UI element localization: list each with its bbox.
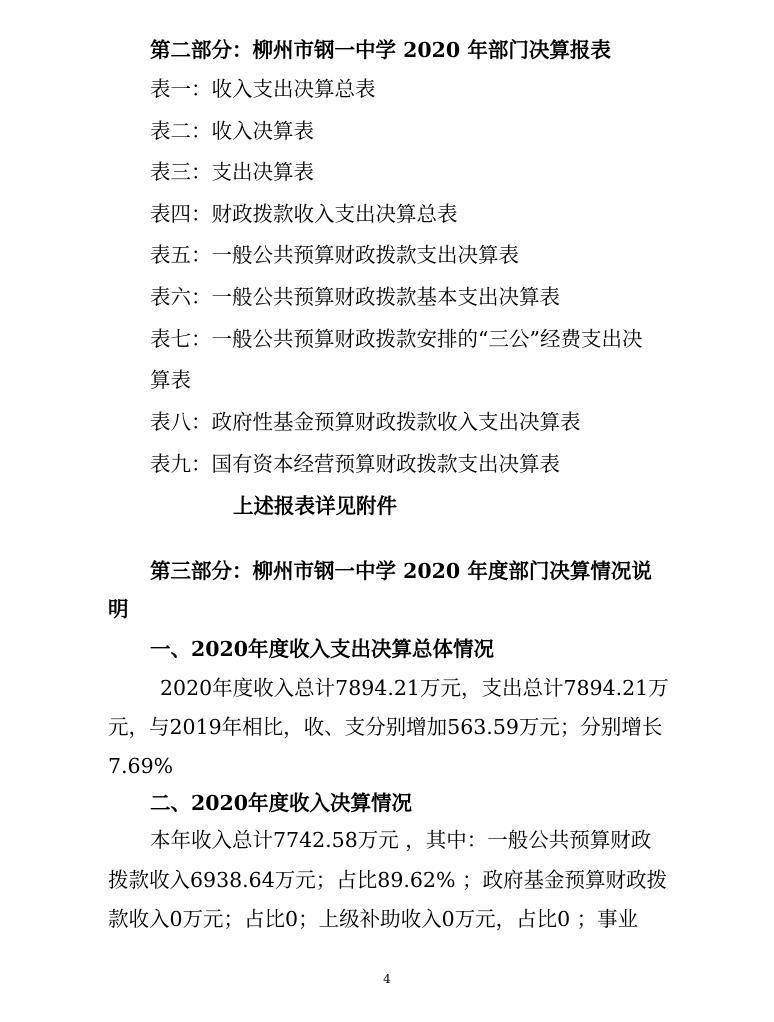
paragraph-line: 拨款收入6938.64万元；占比89.62% ；政府基金预算财政拨 (108, 868, 667, 892)
table-list-item: 表一：收入支出决算总表 (150, 77, 376, 101)
table-list-item: 表三：支出决算表 (150, 160, 314, 184)
table-list-item: 表七：一般公共预算财政拨款安排的“三公”经费支出决 (150, 327, 643, 351)
table-list-item: 表八：政府性基金预算财政拨款收入支出决算表 (150, 410, 581, 434)
page-number: 4 (383, 972, 391, 986)
table-list-item-continued: 算表 (150, 368, 191, 392)
section1-title: 一、2020年度收入支出决算总体情况 (150, 637, 495, 661)
table-list-item: 表九：国有资本经营预算财政拨款支出决算表 (150, 452, 560, 476)
attachment-note: 上述报表详见附件 (233, 494, 397, 518)
paragraph-line: 款收入0万元；占比0；上级补助收入0万元，占比0 ；事业 (108, 907, 639, 931)
part3-heading: 第三部分：柳州市钢一中学 2020 年度部门决算情况说 (150, 559, 652, 583)
paragraph-line: 7.69% (108, 754, 174, 778)
part2-heading: 第二部分：柳州市钢一中学 2020 年部门决算报表 (150, 38, 611, 62)
table-list-item: 表二：收入决算表 (150, 119, 314, 143)
table-list-item: 表四：财政拨款收入支出决算总表 (150, 202, 458, 226)
table-list-item: 表六：一般公共预算财政拨款基本支出决算表 (150, 285, 560, 309)
part3-heading-continued: 明 (108, 597, 129, 621)
table-list-item: 表五：一般公共预算财政拨款支出决算表 (150, 243, 519, 267)
paragraph-line: 元，与2019年相比，收、支分别增加563.59万元；分别增长 (108, 715, 663, 739)
paragraph-line: 2020年度收入总计7894.21万元，支出总计7894.21万 (160, 676, 669, 700)
paragraph-line: 本年收入总计7742.58万元 ，其中：一般公共预算财政 (150, 828, 652, 852)
section2-title: 二、2020年度收入决算情况 (150, 791, 413, 815)
